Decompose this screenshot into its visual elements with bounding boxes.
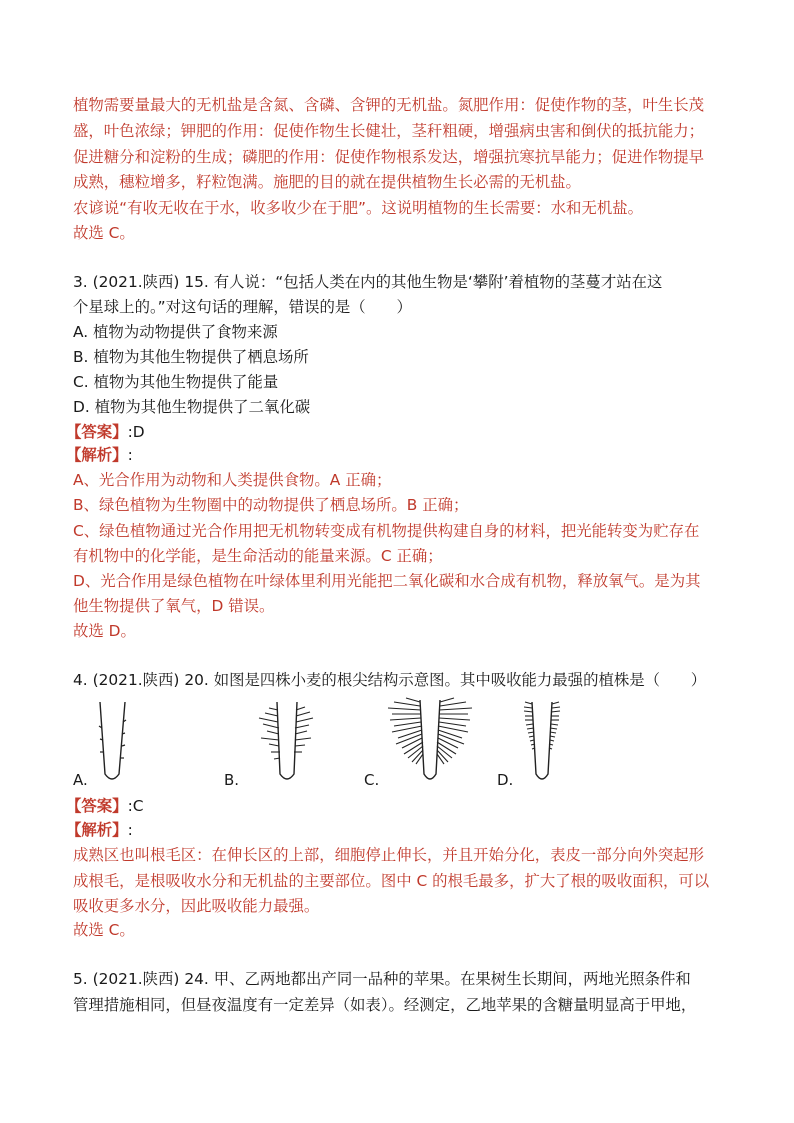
- prev-analysis-line: 植物需要量最大的无机盐是含氮、含磷、含钾的无机盐。氮肥作用：促使作物的茎，叶生长茂: [73, 96, 705, 114]
- q5-stem-line: 5. (2021.陕西) 24. 甲、乙两地都出产同一品种的苹果。在果树生长期间，两地光照条件和: [73, 970, 691, 988]
- analysis-tag: 【解析】: [66, 821, 128, 839]
- prev-analysis-line: 盛，叶色浓绿；钾肥的作用：促使作物生长健壮，茎秆粗硬，增强病虫害和倒伏的抵抗能力；: [73, 122, 705, 140]
- q3-answer: [66, 420, 145, 444]
- q3-stem-line: 3. (2021.陕西) 15. 有人说：“包括人类在内的其他生物是‘攀附’着植物的茎蔓才站在这: [73, 273, 663, 291]
- q3-option-c: C. 植物为其他生物提供了能量: [73, 373, 279, 391]
- figure-label-b: B.: [224, 771, 240, 789]
- prev-analysis-line: 成熟，穗粒增多，籽粒饱满。施肥的目的就在提供植物生长必需的无机盐。: [73, 173, 581, 191]
- q4-analysis-header: [66, 818, 133, 842]
- figure-label-a: A.: [73, 771, 88, 789]
- analysis-tag: 【解析】: [66, 446, 128, 464]
- root-tip-figure-d: [512, 696, 572, 786]
- answer-value: :C: [127, 797, 144, 815]
- q3-analysis-line: B、绿色植物为生物圈中的动物提供了栖息场所。B 正确；: [73, 496, 469, 514]
- q4-analysis-line: 成熟区也叫根毛区：在伸长区的上部，细胞停止伸长，并且开始分化，表皮一部分向外突起形: [73, 846, 705, 864]
- q3-analysis-line: C、绿色植物通过光合作用把无机物转变成有机物提供构建自身的材料，把光能转变为贮存在: [73, 522, 700, 540]
- q5-stem-line: 管理措施相同，但昼夜温度有一定差异（如表）。经测定，乙地苹果的含糖量明显高于甲地，: [73, 996, 697, 1014]
- q3-conclusion: 故选 D。: [73, 622, 136, 640]
- prev-conclusion: 故选 C。: [73, 224, 135, 242]
- q3-analysis-line: 有机物中的化学能，是生命活动的能量来源。C 正确；: [73, 547, 443, 565]
- analysis-colon: :: [127, 821, 133, 839]
- answer-value: :D: [127, 423, 145, 441]
- q4-analysis-line: 吸收更多水分，因此吸收能力最强。: [73, 897, 320, 915]
- q3-analysis-line: D、光合作用是绿色植物在叶绿体里利用光能把二氧化碳和水合成有机物，释放氧气。是为其: [73, 572, 701, 590]
- figure-label-c: C.: [364, 771, 380, 789]
- q4-stem: 4. (2021.陕西) 20. 如图是四株小麦的根尖结构示意图。其中吸收能力最强的植株是（ ）: [73, 671, 707, 689]
- q3-analysis-header: [66, 443, 133, 467]
- q3-option-b: B. 植物为其他生物提供了栖息场所: [73, 348, 309, 366]
- q3-analysis-line: A、光合作用为动物和人类提供食物。A 正确；: [73, 471, 392, 489]
- answer-tag: 【答案】: [66, 797, 128, 815]
- prev-analysis-line: 农谚说“有收无收在于水，收多收少在于肥”。这说明植物的生长需要：水和无机盐。: [73, 199, 644, 217]
- q3-stem-line: 个星球上的。”对这句话的理解，错误的是（ ）: [73, 298, 412, 316]
- q4-answer: [66, 794, 144, 818]
- root-tip-figure-c: [380, 694, 480, 789]
- root-tip-figure-b: [247, 696, 327, 786]
- answer-tag: 【答案】: [66, 423, 128, 441]
- figure-label-d: D.: [497, 771, 514, 789]
- prev-analysis-line: 促进糖分和淀粉的生成；磷肥的作用：促使作物根系发达，增强抗寒抗旱能力；促进作物提早: [73, 148, 705, 166]
- q4-analysis-line: 成根毛，是根吸收水分和无机盐的主要部位。图中 C 的根毛最多，扩大了根的吸收面积，可以: [73, 872, 710, 890]
- q3-analysis-line: 他生物提供了氧气，D 错误。: [73, 597, 275, 615]
- q4-conclusion: 故选 C。: [73, 921, 135, 939]
- q3-option-a: A. 植物为动物提供了食物来源: [73, 323, 278, 341]
- root-tip-figure-a: [88, 696, 138, 786]
- analysis-colon: :: [127, 446, 133, 464]
- q3-option-d: D. 植物为其他生物提供了二氧化碳: [73, 398, 311, 416]
